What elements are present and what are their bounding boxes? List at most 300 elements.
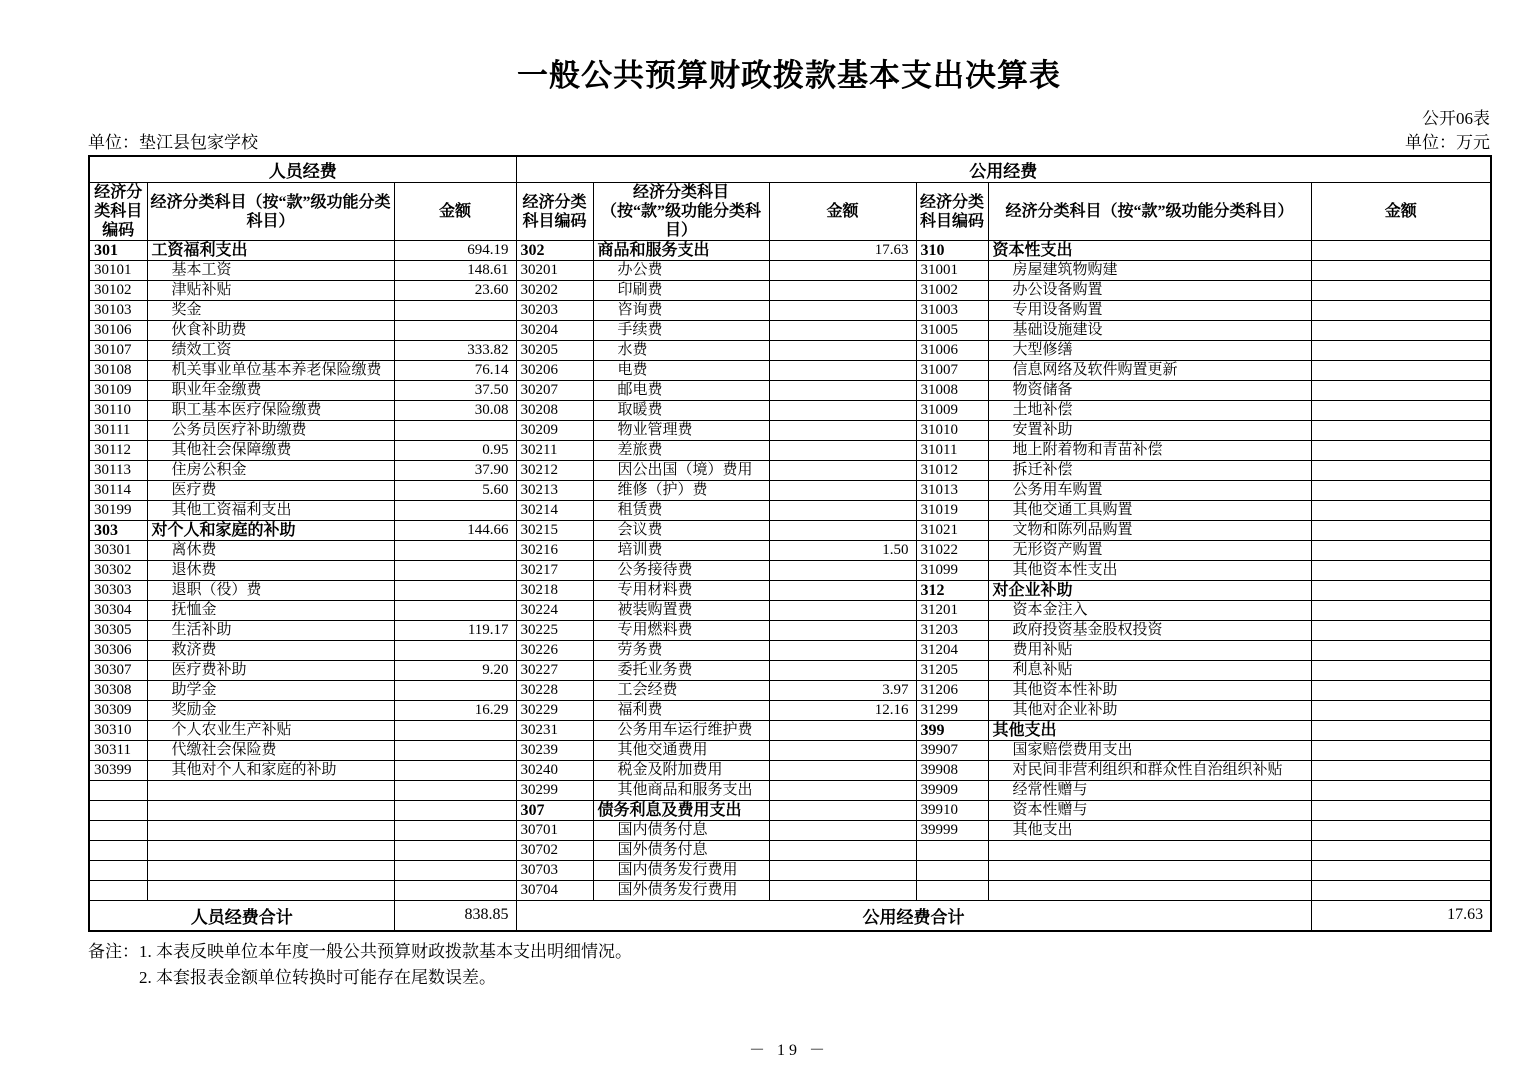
amount-cell xyxy=(769,801,916,821)
subject-cell: 机关事业单位基本养老保险缴费 xyxy=(147,361,394,381)
code-cell: 31299 xyxy=(916,701,988,721)
code-cell: 30703 xyxy=(516,861,593,881)
code-cell: 30228 xyxy=(516,681,593,701)
subject-cell: 生活补助 xyxy=(147,621,394,641)
subject-cell: 资本性赠与 xyxy=(988,801,1311,821)
code-cell: 302 xyxy=(516,241,593,261)
table-row xyxy=(89,281,1491,301)
code-cell: 30201 xyxy=(516,261,593,281)
code-cell: 310 xyxy=(916,241,988,261)
amount-cell xyxy=(769,661,916,681)
currency-unit: 单位：万元 xyxy=(1405,133,1490,152)
subject-cell: 债务利息及费用支出 xyxy=(593,801,769,821)
amount-cell xyxy=(769,521,916,541)
code-cell: 30215 xyxy=(516,521,593,541)
code-cell: 31007 xyxy=(916,361,988,381)
amount-cell xyxy=(1311,441,1491,461)
table-row xyxy=(89,321,1491,341)
table-row xyxy=(89,381,1491,401)
subject-cell: 工会经费 xyxy=(593,681,769,701)
table-row xyxy=(89,521,1491,541)
amount-cell xyxy=(1311,621,1491,641)
code-cell: 30207 xyxy=(516,381,593,401)
code-cell: 30305 xyxy=(89,621,147,641)
table-row xyxy=(89,821,1491,841)
personnel-total-label: 人员经费合计 xyxy=(89,901,394,931)
subject-column-header: 经济分类科目（按“款”级功能分类科目） xyxy=(988,183,1311,241)
code-cell: 39907 xyxy=(916,741,988,761)
code-cell xyxy=(89,841,147,861)
code-cell: 30306 xyxy=(89,641,147,661)
amount-column-header: 金额 xyxy=(394,183,516,241)
code-cell: 30101 xyxy=(89,261,147,281)
subject-cell: 维修（护）费 xyxy=(593,481,769,501)
subject-cell: 国内债务发行费用 xyxy=(593,861,769,881)
subject-cell: 伙食补助费 xyxy=(147,321,394,341)
subject-cell xyxy=(988,841,1311,861)
page-number: － 19 － xyxy=(748,1041,829,1059)
amount-cell xyxy=(769,441,916,461)
amount-cell xyxy=(769,721,916,741)
table-row xyxy=(89,361,1491,381)
subject-cell: 绩效工资 xyxy=(147,341,394,361)
code-cell: 30303 xyxy=(89,581,147,601)
subject-cell: 劳务费 xyxy=(593,641,769,661)
subject-cell xyxy=(147,861,394,881)
amount-cell xyxy=(769,821,916,841)
subject-cell xyxy=(988,861,1311,881)
code-cell: 30225 xyxy=(516,621,593,641)
amount-cell xyxy=(1311,561,1491,581)
amount-cell xyxy=(1311,521,1491,541)
subject-cell: 其他工资福利支出 xyxy=(147,501,394,521)
table-row xyxy=(89,881,1491,901)
subject-cell: 委托业务费 xyxy=(593,661,769,681)
subject-cell: 代缴社会保险费 xyxy=(147,741,394,761)
amount-cell: 76.14 xyxy=(394,361,516,381)
subject-column-header: 经济分类科目（按“款”级功能分类科目） xyxy=(147,183,394,241)
subject-cell: 差旅费 xyxy=(593,441,769,461)
amount-column-header: 金额 xyxy=(1311,183,1491,241)
subject-cell: 租赁费 xyxy=(593,501,769,521)
amount-cell xyxy=(394,581,516,601)
code-cell: 30231 xyxy=(516,721,593,741)
code-cell: 30311 xyxy=(89,741,147,761)
table-code-label: 公开06表 xyxy=(1422,109,1490,128)
code-cell: 30240 xyxy=(516,761,593,781)
subject-cell: 印刷费 xyxy=(593,281,769,301)
amount-cell: 3.97 xyxy=(769,681,916,701)
code-cell: 39909 xyxy=(916,781,988,801)
subject-cell: 政府投资基金股权投资 xyxy=(988,621,1311,641)
amount-cell xyxy=(769,621,916,641)
amount-cell xyxy=(1311,241,1491,261)
amount-cell xyxy=(1311,421,1491,441)
amount-cell: 0.95 xyxy=(394,441,516,461)
subject-cell: 被装购置费 xyxy=(593,601,769,621)
amount-column-header: 金额 xyxy=(769,183,916,241)
code-cell: 30103 xyxy=(89,301,147,321)
meta-row xyxy=(88,131,1490,155)
table-row xyxy=(89,741,1491,761)
amount-cell: 16.29 xyxy=(394,701,516,721)
subject-column-header: 经济分类科目（按“款”级功能分类科目） xyxy=(593,183,769,241)
code-cell: 303 xyxy=(89,521,147,541)
subject-cell: 基础设施建设 xyxy=(988,321,1311,341)
table-row xyxy=(89,661,1491,681)
subject-cell: 离休费 xyxy=(147,541,394,561)
subject-cell: 其他资本性支出 xyxy=(988,561,1311,581)
subject-cell: 其他支出 xyxy=(988,821,1311,841)
amount-cell xyxy=(394,861,516,881)
totals-row xyxy=(89,901,1491,931)
subject-cell: 利息补贴 xyxy=(988,661,1311,681)
page-title: 一般公共预算财政拨款基本支出决算表 xyxy=(517,58,1061,93)
code-cell: 30204 xyxy=(516,321,593,341)
subject-cell: 公务用车购置 xyxy=(988,481,1311,501)
amount-cell: 119.17 xyxy=(394,621,516,641)
subject-cell: 专用材料费 xyxy=(593,581,769,601)
amount-cell xyxy=(769,281,916,301)
subject-cell: 助学金 xyxy=(147,681,394,701)
public-total-label: 公用经费合计 xyxy=(516,901,1311,931)
amount-cell xyxy=(769,881,916,901)
amount-cell xyxy=(1311,341,1491,361)
subject-cell: 安置补助 xyxy=(988,421,1311,441)
amount-cell xyxy=(1311,281,1491,301)
code-cell: 30702 xyxy=(516,841,593,861)
code-cell: 30217 xyxy=(516,561,593,581)
amount-cell xyxy=(1311,861,1491,881)
amount-cell xyxy=(1311,361,1491,381)
amount-cell xyxy=(394,541,516,561)
subject-cell: 其他社会保障缴费 xyxy=(147,441,394,461)
amount-cell: 9.20 xyxy=(394,661,516,681)
public-total-value: 17.63 xyxy=(1311,901,1491,931)
code-cell: 30205 xyxy=(516,341,593,361)
amount-cell xyxy=(394,741,516,761)
amount-cell xyxy=(1311,761,1491,781)
code-cell: 30309 xyxy=(89,701,147,721)
subject-cell: 办公设备购置 xyxy=(988,281,1311,301)
amount-cell xyxy=(769,861,916,881)
amount-cell xyxy=(1311,321,1491,341)
code-cell: 30229 xyxy=(516,701,593,721)
subject-cell: 会议费 xyxy=(593,521,769,541)
amount-cell xyxy=(1311,641,1491,661)
subject-cell: 电费 xyxy=(593,361,769,381)
code-cell: 301 xyxy=(89,241,147,261)
code-cell: 30299 xyxy=(516,781,593,801)
code-cell: 31009 xyxy=(916,401,988,421)
code-cell: 30211 xyxy=(516,441,593,461)
notes-label: 备注： xyxy=(88,941,139,961)
amount-cell xyxy=(769,381,916,401)
amount-cell xyxy=(769,481,916,501)
table-row xyxy=(89,501,1491,521)
table-row xyxy=(89,441,1491,461)
code-cell xyxy=(916,861,988,881)
subject-cell: 因公出国（境）费用 xyxy=(593,461,769,481)
amount-cell xyxy=(1311,781,1491,801)
code-cell: 39910 xyxy=(916,801,988,821)
subject-cell: 抚恤金 xyxy=(147,601,394,621)
code-cell: 31204 xyxy=(916,641,988,661)
code-cell: 30213 xyxy=(516,481,593,501)
amount-cell xyxy=(394,501,516,521)
amount-cell xyxy=(1311,381,1491,401)
amount-cell: 37.50 xyxy=(394,381,516,401)
subject-cell: 经常性赠与 xyxy=(988,781,1311,801)
notes-block xyxy=(88,939,1490,991)
code-cell: 31019 xyxy=(916,501,988,521)
code-cell: 30308 xyxy=(89,681,147,701)
subject-cell xyxy=(147,781,394,801)
subject-cell: 其他对个人和家庭的补助 xyxy=(147,761,394,781)
personnel-funds-header: 人员经费 xyxy=(89,156,516,183)
subject-cell: 咨询费 xyxy=(593,301,769,321)
amount-cell: 37.90 xyxy=(394,461,516,481)
amount-cell xyxy=(769,581,916,601)
subject-cell: 个人农业生产补贴 xyxy=(147,721,394,741)
amount-cell xyxy=(769,501,916,521)
amount-cell xyxy=(769,461,916,481)
subject-cell: 资本金注入 xyxy=(988,601,1311,621)
code-cell: 30114 xyxy=(89,481,147,501)
code-cell: 30307 xyxy=(89,661,147,681)
table-row xyxy=(89,401,1491,421)
amount-cell xyxy=(769,841,916,861)
code-cell: 30209 xyxy=(516,421,593,441)
amount-cell xyxy=(769,781,916,801)
amount-cell: 12.16 xyxy=(769,701,916,721)
code-cell: 31008 xyxy=(916,381,988,401)
code-cell xyxy=(89,861,147,881)
subject-cell: 国外债务付息 xyxy=(593,841,769,861)
amount-cell xyxy=(1311,841,1491,861)
code-cell: 39999 xyxy=(916,821,988,841)
subject-cell: 奖励金 xyxy=(147,701,394,721)
code-cell: 30301 xyxy=(89,541,147,561)
amount-cell xyxy=(1311,541,1491,561)
amount-cell: 17.63 xyxy=(769,241,916,261)
amount-cell xyxy=(1311,261,1491,281)
amount-cell xyxy=(394,801,516,821)
subject-cell: 退休费 xyxy=(147,561,394,581)
subject-cell: 其他对企业补助 xyxy=(988,701,1311,721)
code-cell: 31099 xyxy=(916,561,988,581)
code-cell: 30701 xyxy=(516,821,593,841)
amount-cell xyxy=(1311,681,1491,701)
subject-cell: 拆迁补偿 xyxy=(988,461,1311,481)
notes-list xyxy=(139,939,632,991)
subject-cell: 物业管理费 xyxy=(593,421,769,441)
amount-cell xyxy=(394,601,516,621)
subject-cell: 基本工资 xyxy=(147,261,394,281)
amount-cell xyxy=(769,321,916,341)
code-cell xyxy=(89,781,147,801)
subject-cell: 津贴补贴 xyxy=(147,281,394,301)
table-row xyxy=(89,621,1491,641)
subject-cell: 其他交通工具购置 xyxy=(988,501,1311,521)
amount-cell xyxy=(769,341,916,361)
subject-cell: 商品和服务支出 xyxy=(593,241,769,261)
subject-cell: 公务用车运行维护费 xyxy=(593,721,769,741)
subject-cell: 办公费 xyxy=(593,261,769,281)
table-row xyxy=(89,761,1491,781)
code-cell xyxy=(89,801,147,821)
table-row xyxy=(89,261,1491,281)
table-row xyxy=(89,681,1491,701)
amount-cell xyxy=(1311,461,1491,481)
code-cell: 30218 xyxy=(516,581,593,601)
amount-cell xyxy=(1311,701,1491,721)
table-row xyxy=(89,781,1491,801)
code-cell: 30110 xyxy=(89,401,147,421)
subject-cell: 其他交通费用 xyxy=(593,741,769,761)
code-cell: 31005 xyxy=(916,321,988,341)
code-cell: 30202 xyxy=(516,281,593,301)
subject-cell: 公务员医疗补助缴费 xyxy=(147,421,394,441)
subject-cell: 费用补贴 xyxy=(988,641,1311,661)
amount-cell xyxy=(1311,741,1491,761)
amount-cell xyxy=(1311,401,1491,421)
amount-cell xyxy=(394,881,516,901)
table-row xyxy=(89,701,1491,721)
table-row xyxy=(89,861,1491,881)
subject-cell: 文物和陈列品购置 xyxy=(988,521,1311,541)
subject-cell: 邮电费 xyxy=(593,381,769,401)
amount-cell xyxy=(769,601,916,621)
code-cell: 30302 xyxy=(89,561,147,581)
code-cell: 31022 xyxy=(916,541,988,561)
amount-cell xyxy=(394,721,516,741)
subject-cell: 培训费 xyxy=(593,541,769,561)
subject-cell: 水费 xyxy=(593,341,769,361)
subject-cell: 救济费 xyxy=(147,641,394,661)
subject-cell: 对个人和家庭的补助 xyxy=(147,521,394,541)
code-cell: 30704 xyxy=(516,881,593,901)
column-header-row xyxy=(89,183,1491,241)
code-cell xyxy=(89,881,147,901)
code-cell: 30224 xyxy=(516,601,593,621)
subject-cell: 对企业补助 xyxy=(988,581,1311,601)
amount-cell xyxy=(1311,821,1491,841)
subject-cell: 税金及附加费用 xyxy=(593,761,769,781)
subject-cell: 职工基本医疗保险缴费 xyxy=(147,401,394,421)
table-row xyxy=(89,301,1491,321)
note-item: 1. 本表反映单位本年度一般公共预算财政拨款基本支出明细情况。 xyxy=(139,941,632,961)
subject-cell: 退职（役）费 xyxy=(147,581,394,601)
table-row xyxy=(89,541,1491,561)
amount-cell xyxy=(394,841,516,861)
amount-cell xyxy=(1311,301,1491,321)
amount-cell xyxy=(1311,881,1491,901)
code-column-header: 经济分类科目编码 xyxy=(916,183,988,241)
code-cell: 30212 xyxy=(516,461,593,481)
subject-cell: 奖金 xyxy=(147,301,394,321)
code-cell: 30107 xyxy=(89,341,147,361)
amount-cell: 144.66 xyxy=(394,521,516,541)
group-header-row xyxy=(89,156,1491,183)
amount-cell: 23.60 xyxy=(394,281,516,301)
code-cell: 30113 xyxy=(89,461,147,481)
subject-cell: 手续费 xyxy=(593,321,769,341)
subject-cell: 取暖费 xyxy=(593,401,769,421)
subject-cell: 公务接待费 xyxy=(593,561,769,581)
code-cell: 30106 xyxy=(89,321,147,341)
table-row xyxy=(89,241,1491,261)
subject-cell xyxy=(147,841,394,861)
code-cell xyxy=(916,881,988,901)
subject-cell: 工资福利支出 xyxy=(147,241,394,261)
amount-cell xyxy=(394,761,516,781)
code-cell: 30112 xyxy=(89,441,147,461)
subject-cell: 土地补偿 xyxy=(988,401,1311,421)
table-row xyxy=(89,561,1491,581)
amount-cell xyxy=(394,321,516,341)
table-row xyxy=(89,601,1491,621)
amount-cell xyxy=(769,401,916,421)
subject-cell: 信息网络及软件购置更新 xyxy=(988,361,1311,381)
table-row xyxy=(89,461,1491,481)
subject-cell: 无形资产购置 xyxy=(988,541,1311,561)
table-row xyxy=(89,841,1491,861)
amount-cell xyxy=(769,301,916,321)
code-cell: 31002 xyxy=(916,281,988,301)
code-cell: 31011 xyxy=(916,441,988,461)
subject-cell xyxy=(147,801,394,821)
subject-cell: 对民间非营利组织和群众性自治组织补贴 xyxy=(988,761,1311,781)
subject-cell: 大型修缮 xyxy=(988,341,1311,361)
code-cell: 39908 xyxy=(916,761,988,781)
subject-cell xyxy=(147,881,394,901)
subject-cell: 其他资本性补助 xyxy=(988,681,1311,701)
subject-cell: 房屋建筑物购建 xyxy=(988,261,1311,281)
amount-cell xyxy=(769,421,916,441)
subject-cell: 专用燃料费 xyxy=(593,621,769,641)
code-cell: 30227 xyxy=(516,661,593,681)
table-row xyxy=(89,421,1491,441)
table-row xyxy=(89,341,1491,361)
amount-cell xyxy=(394,781,516,801)
code-cell: 312 xyxy=(916,581,988,601)
amount-cell xyxy=(1311,661,1491,681)
amount-cell xyxy=(394,641,516,661)
subject-cell: 国外债务发行费用 xyxy=(593,881,769,901)
subject-cell: 物资储备 xyxy=(988,381,1311,401)
amount-cell xyxy=(394,301,516,321)
code-cell: 30226 xyxy=(516,641,593,661)
code-cell: 307 xyxy=(516,801,593,821)
code-cell: 30109 xyxy=(89,381,147,401)
amount-cell: 1.50 xyxy=(769,541,916,561)
amount-cell: 694.19 xyxy=(394,241,516,261)
amount-cell: 5.60 xyxy=(394,481,516,501)
amount-cell xyxy=(1311,801,1491,821)
amount-cell xyxy=(769,261,916,281)
amount-cell xyxy=(1311,721,1491,741)
code-cell: 30206 xyxy=(516,361,593,381)
personnel-total-value: 838.85 xyxy=(394,901,516,931)
table-row xyxy=(89,641,1491,661)
code-cell: 31021 xyxy=(916,521,988,541)
subject-cell: 福利费 xyxy=(593,701,769,721)
code-cell: 30214 xyxy=(516,501,593,521)
subject-cell: 资本性支出 xyxy=(988,241,1311,261)
code-cell: 30304 xyxy=(89,601,147,621)
table-row xyxy=(89,721,1491,741)
